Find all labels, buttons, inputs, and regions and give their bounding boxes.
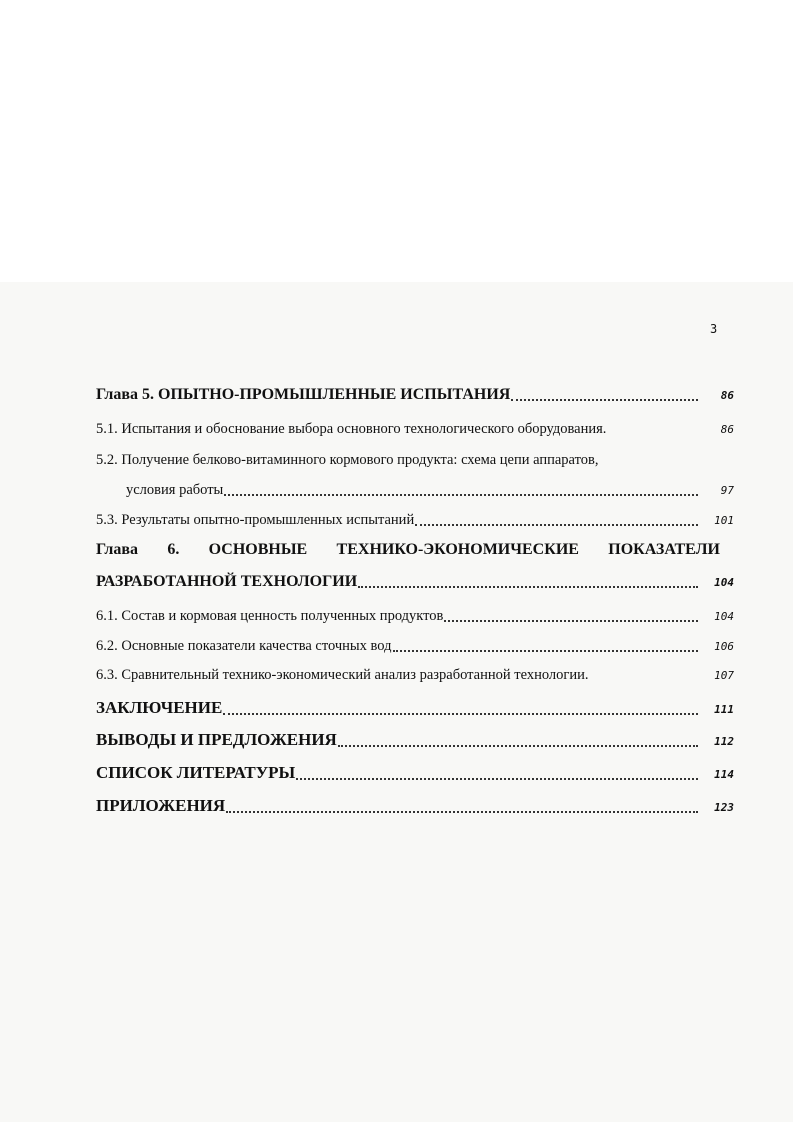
dot-leader bbox=[224, 492, 698, 496]
toc-entry-title: СПИСОК ЛИТЕРАТУРЫ bbox=[96, 763, 296, 782]
dot-leader bbox=[338, 743, 698, 747]
toc-entry-page: 101 bbox=[714, 514, 734, 527]
dot-leader bbox=[444, 618, 698, 622]
toc-entry-5-3[interactable] bbox=[96, 512, 734, 529]
dot-leader bbox=[415, 522, 698, 526]
toc-entry-page: 86 bbox=[720, 423, 734, 436]
dot-leader bbox=[607, 433, 698, 435]
toc-entry-6-1[interactable] bbox=[96, 608, 734, 625]
toc-entry-chapter-6-line-1[interactable]: Глава 6. ОСНОВНЫЕ ТЕХНИКО-ЭКОНОМИЧЕСКИЕ ПОКАЗАТЕЛИ bbox=[96, 541, 720, 558]
toc-entry-title: ПРИЛОЖЕНИЯ bbox=[96, 796, 226, 815]
dot-leader bbox=[511, 397, 698, 401]
dot-leader bbox=[589, 679, 698, 681]
toc-entry-title: Глава 5. ОПЫТНО-ПРОМЫШЛЕННЫЕ ИСПЫТАНИЯ bbox=[96, 386, 511, 403]
toc-entry-5-2-line-1[interactable]: 5.2. Получение белково-витаминного кормового продукта: схема цепи аппаратов, bbox=[96, 452, 599, 468]
dot-leader bbox=[223, 711, 698, 715]
toc-entry-appendices[interactable] bbox=[96, 796, 734, 816]
dot-leader bbox=[358, 584, 698, 588]
toc-entry-5-1[interactable] bbox=[96, 421, 734, 438]
toc-entry-title: 6.2. Основные показатели качества сточных вод bbox=[96, 638, 392, 654]
toc-entry-page: 104 bbox=[714, 576, 734, 589]
toc-entry-findings[interactable] bbox=[96, 730, 734, 750]
toc-entry-page: 123 bbox=[714, 801, 734, 814]
toc-entry-title: РАЗРАБОТАННОЙ ТЕХНОЛОГИИ bbox=[96, 573, 358, 590]
toc-entry-page: 112 bbox=[714, 735, 734, 748]
toc-entry-title: 6.1. Состав и кормовая ценность полученных продуктов bbox=[96, 608, 444, 624]
toc-entry-page: 107 bbox=[714, 669, 734, 682]
toc-entry-title: 5.3. Результаты опытно-промышленных испытаний bbox=[96, 512, 415, 528]
toc-entry-page: 97 bbox=[720, 484, 734, 497]
toc-entry-6-2[interactable] bbox=[96, 638, 734, 655]
toc-entry-references[interactable] bbox=[96, 763, 734, 783]
toc-entry-conclusion[interactable] bbox=[96, 698, 734, 718]
toc-entry-title: ЗАКЛЮЧЕНИЕ bbox=[96, 698, 223, 717]
toc-entry-5-2-line-2[interactable] bbox=[126, 482, 734, 499]
toc-entry-6-3[interactable] bbox=[96, 667, 734, 684]
toc-entry-page: 104 bbox=[714, 610, 734, 623]
dot-leader bbox=[226, 809, 698, 813]
toc-entry-page: 86 bbox=[720, 389, 734, 402]
toc-entry-title: ВЫВОДЫ И ПРЕДЛОЖЕНИЯ bbox=[96, 730, 337, 749]
toc-entry-page: 114 bbox=[714, 768, 734, 781]
dot-leader bbox=[296, 776, 698, 780]
toc-entry-title: 6.3. Сравнительный технико-экономический анализ разработанной технологии. bbox=[96, 667, 589, 683]
toc-entry-page: 106 bbox=[714, 640, 734, 653]
toc-entry-page: 111 bbox=[714, 703, 734, 716]
toc-entry-chapter-5[interactable] bbox=[96, 386, 734, 404]
dot-leader bbox=[393, 648, 699, 652]
toc-entry-title: 5.1. Испытания и обоснование выбора основного технологического оборудования. bbox=[96, 421, 607, 437]
toc-entry-title: условия работы bbox=[126, 482, 224, 498]
page-number: 3 bbox=[710, 322, 718, 336]
toc-entry-chapter-6-line-2[interactable] bbox=[96, 573, 734, 591]
